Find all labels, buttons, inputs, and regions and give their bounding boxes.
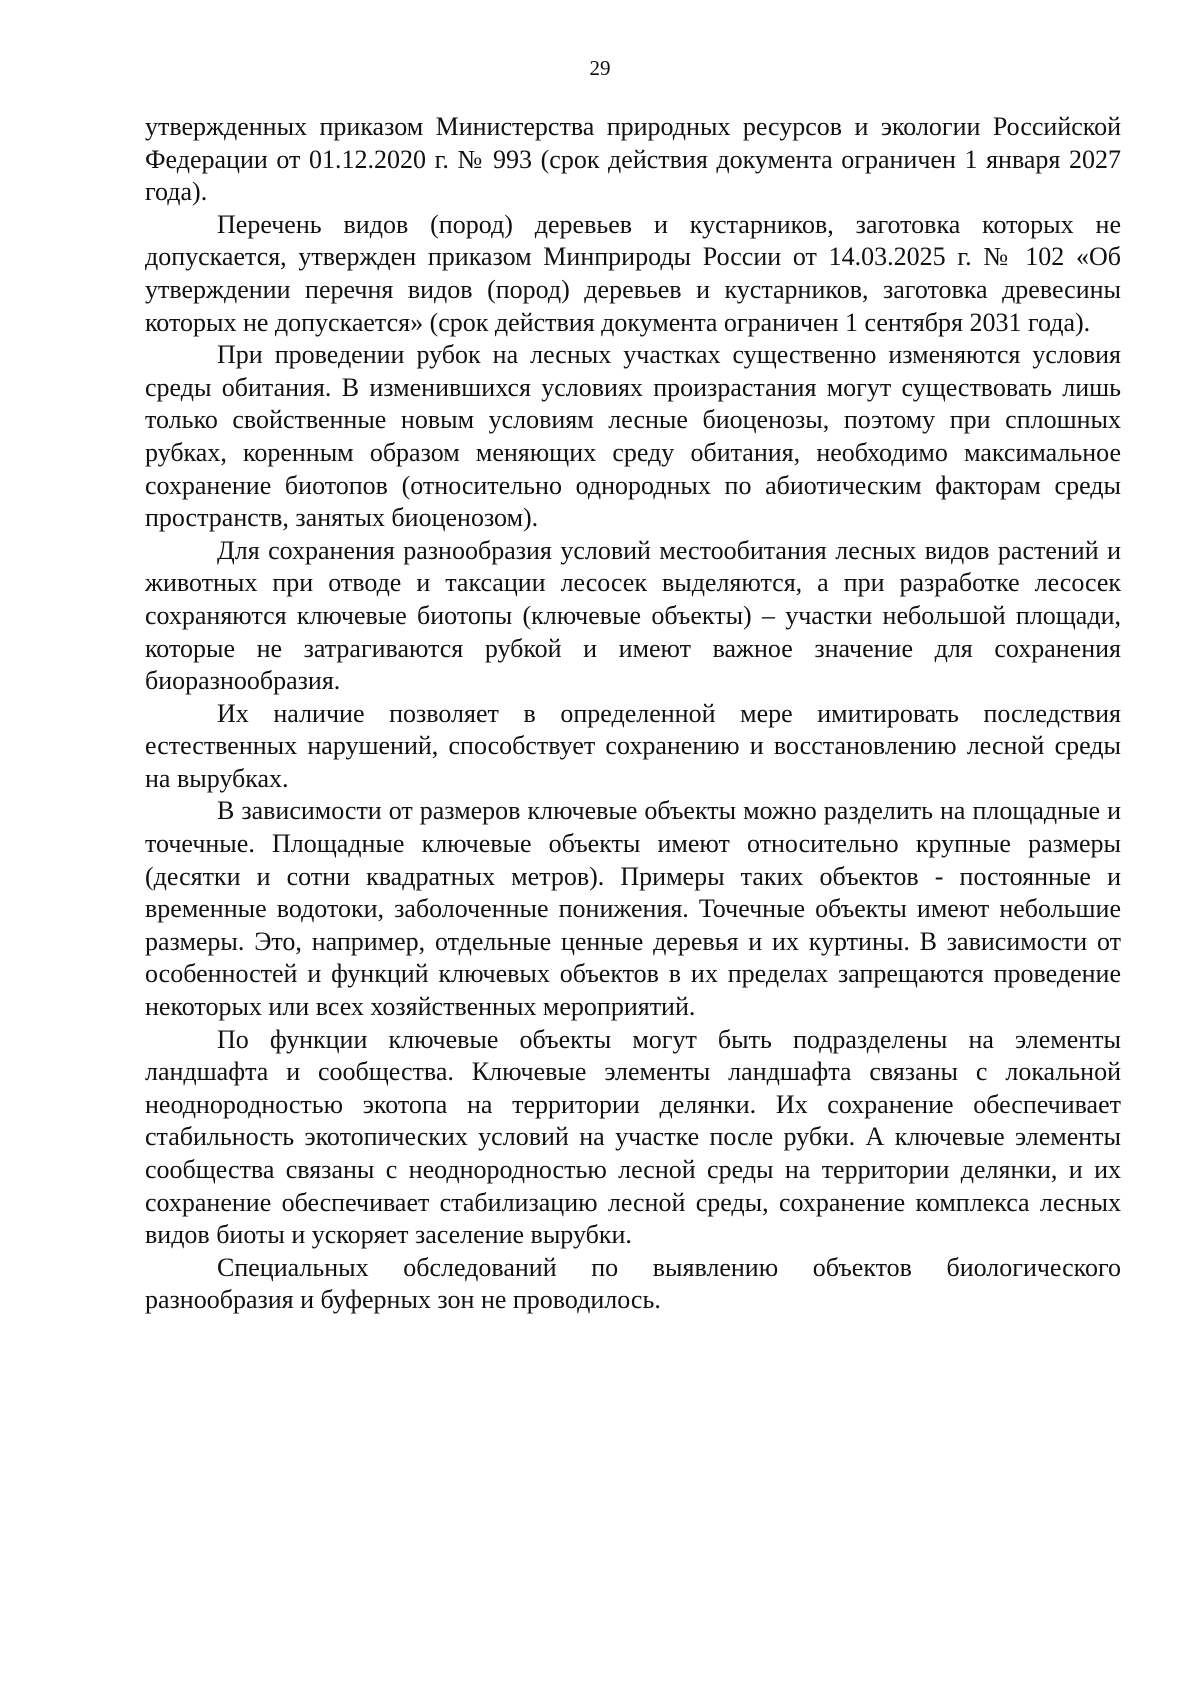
paragraph-2: Перечень видов (пород) деревьев и кустарников, заготовка которых не допускается, утвержден приказом Минприроды России от 14.03.2025 г. № 102 «Об утверждении перечня видов (пород) деревьев и кустарников, заготовка древесины которых не допускается» (срок действия документа ограничен 1 сентября 2031 года).	[145, 209, 1121, 337]
paragraph-1: утвержденных приказом Министерства природных ресурсов и экологии Российской Федерации от 01.12.2020 г. № 993 (срок действия документа ограничен 1 января 2027 года).	[145, 112, 1121, 207]
page-number: 29	[589, 56, 611, 80]
paragraph-7: По функции ключевые объекты могут быть подразделены на элементы ландшафта и сообщества. Ключевые элементы ландшафта связаны с локальной неоднородностью экотопа на территории делянки. Их сохранение обеспечивает стабильность экотопических условий на участке после рубки. А ключевые элементы сообщества связаны с неоднородностью лесной среды на территории делянки, и их сохранение обеспечивает стабилизацию лесной среды, сохранение комплекса лесных видов биоты и ускоряет заселение вырубки.	[145, 1024, 1121, 1250]
paragraph-6: В зависимости от размеров ключевые объекты можно разделить на площадные и точечные. Площадные ключевые объекты имеют относительно крупные размеры (десятки и сотни квадратных метров). Примеры таких объектов - постоянные и временные водотоки, заболоченные понижения. Точечные объекты имеют небольшие размеры. Это, например, отдельные ценные деревья и их куртины. В зависимости от особенностей и функций ключевых объектов в их пределах запрещаются проведение некоторых или всех хозяйственных мероприятий.	[145, 796, 1121, 1022]
paragraph-3: При проведении рубок на лесных участках существенно изменяются условия среды обитания. В изменившихся условиях произрастания могут существовать лишь только свойственные новым условиям лесные биоценозы, поэтому при сплошных рубках, коренным образом меняющих среду обитания, необходимо максимальное сохранение биотопов (относительно однородных по абиотическим факторам среды пространств, занятых биоценозом).	[145, 340, 1121, 533]
document-body	[145, 111, 1121, 1317]
paragraph-8: Специальных обследований по выявлению объектов биологического разнообразия и буферных зон не проводилось.	[145, 1252, 1121, 1315]
paragraph-5: Их наличие позволяет в определенной мере имитировать последствия естественных нарушений, способствует сохранению и восстановлению лесной среды на вырубках.	[145, 698, 1121, 793]
paragraph-4: Для сохранения разнообразия условий местообитания лесных видов растений и животных при отводе и таксации лесосек выделяются, а при разработке лесосек сохраняются ключевые биотопы (ключевые объекты) – участки небольшой площади, которые не затрагиваются рубкой и имеют важное значение для сохранения биоразнообразия.	[145, 535, 1121, 696]
